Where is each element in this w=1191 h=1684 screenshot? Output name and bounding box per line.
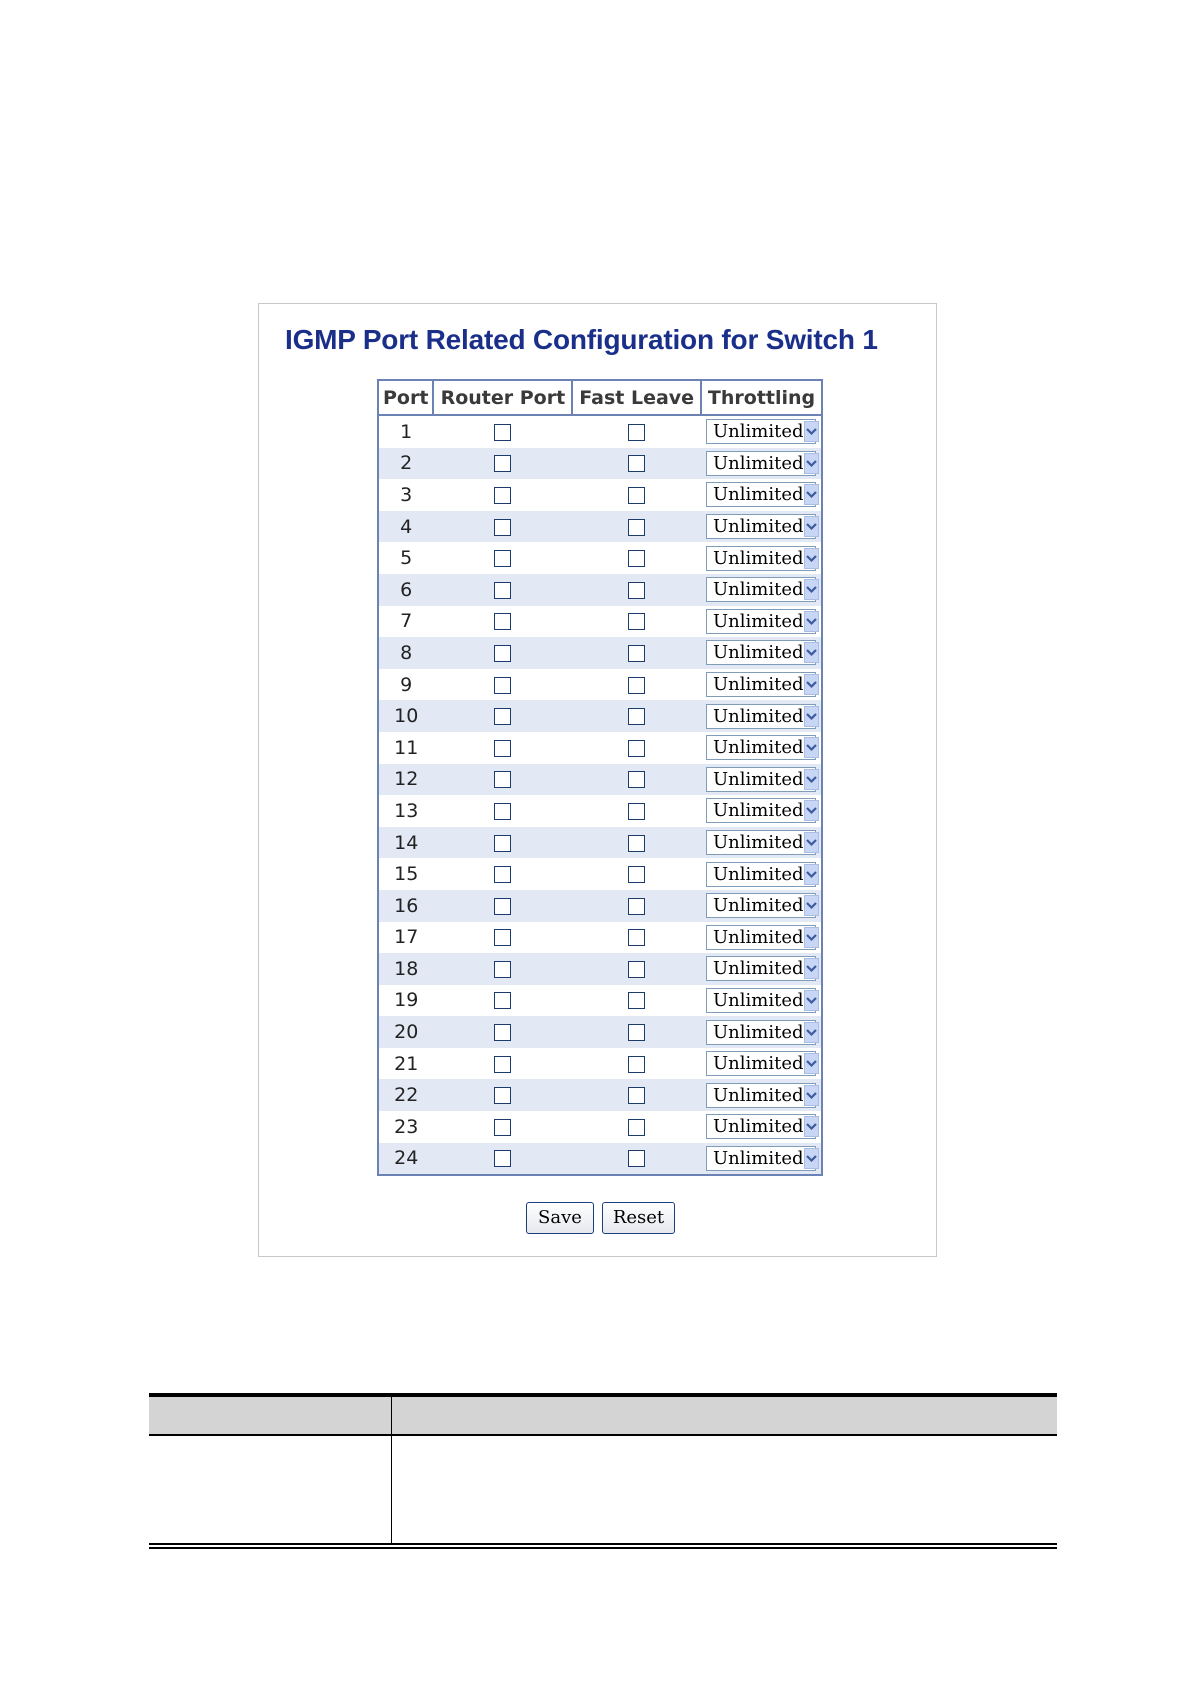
fast-leave-cell: [572, 1111, 701, 1143]
port-number: 17: [378, 922, 433, 954]
table-row: [378, 953, 822, 985]
throttling-select[interactable]: [706, 577, 816, 602]
throttling-value: Unlimited: [713, 421, 804, 443]
router-port-checkbox[interactable]: [494, 929, 511, 946]
router-port-checkbox[interactable]: [494, 771, 511, 788]
throttling-value: Unlimited: [713, 1021, 804, 1043]
port-number: 2: [378, 448, 433, 480]
throttling-value: Unlimited: [713, 579, 804, 601]
router-port-checkbox[interactable]: [494, 1150, 511, 1167]
table-row: [378, 732, 822, 764]
fast-leave-cell: [572, 1079, 701, 1111]
description-table: [149, 1393, 1057, 1547]
throttling-select[interactable]: [706, 767, 816, 792]
port-number: 3: [378, 479, 433, 511]
throttling-select[interactable]: [706, 798, 816, 823]
router-port-cell: [433, 1079, 572, 1111]
fast-leave-cell: [572, 732, 701, 764]
table-header-row: [378, 380, 822, 415]
table-row: [378, 1111, 822, 1143]
throttling-value: Unlimited: [713, 737, 804, 759]
port-number: 5: [378, 542, 433, 574]
port-number: 14: [378, 827, 433, 859]
port-number: 10: [378, 700, 433, 732]
router-port-checkbox[interactable]: [494, 1119, 511, 1136]
port-config-table: [377, 379, 823, 1176]
throttling-value: Unlimited: [713, 895, 804, 917]
router-port-checkbox[interactable]: [494, 582, 511, 599]
router-port-cell: [433, 732, 572, 764]
router-port-cell: [433, 606, 572, 638]
throttling-select[interactable]: [706, 735, 816, 760]
router-port-checkbox[interactable]: [494, 487, 511, 504]
port-number: 15: [378, 858, 433, 890]
fast-leave-cell: [572, 1048, 701, 1080]
router-port-cell: [433, 1143, 572, 1176]
fast-leave-cell: [572, 922, 701, 954]
throttling-select[interactable]: [706, 482, 816, 507]
fast-leave-checkbox[interactable]: [628, 550, 645, 567]
fast-leave-checkbox[interactable]: [628, 1024, 645, 1041]
fast-leave-cell: [572, 415, 701, 448]
table-row: [378, 1048, 822, 1080]
table-row: [378, 637, 822, 669]
table-body: [378, 415, 822, 1175]
table-bottom-rule: [149, 1543, 1057, 1545]
fast-leave-checkbox[interactable]: [628, 455, 645, 472]
chevron-down-icon[interactable]: [804, 1116, 819, 1137]
reset-button[interactable]: Reset: [602, 1202, 675, 1234]
fast-leave-checkbox[interactable]: [628, 677, 645, 694]
table-row: [378, 764, 822, 796]
fast-leave-checkbox[interactable]: [628, 740, 645, 757]
port-number: 21: [378, 1048, 433, 1080]
throttling-value: Unlimited: [713, 800, 804, 822]
throttling-cell: [701, 479, 822, 511]
router-port-checkbox[interactable]: [494, 708, 511, 725]
throttling-cell: [701, 985, 822, 1017]
column-divider: [391, 1397, 392, 1543]
fast-leave-checkbox[interactable]: [628, 1056, 645, 1073]
throttling-cell: [701, 764, 822, 796]
throttling-select[interactable]: [706, 1051, 816, 1076]
throttling-select[interactable]: [706, 451, 816, 476]
fast-leave-checkbox[interactable]: [628, 898, 645, 915]
throttling-value: Unlimited: [713, 674, 804, 696]
port-number: 24: [378, 1143, 433, 1176]
throttling-select[interactable]: [706, 862, 816, 887]
table-bottom-rule-double: [149, 1547, 1057, 1549]
table-row: [378, 669, 822, 701]
router-port-cell: [433, 858, 572, 890]
save-button[interactable]: Save: [526, 1202, 594, 1234]
table-row: [378, 415, 822, 448]
router-port-cell: [433, 795, 572, 827]
router-port-checkbox[interactable]: [494, 1056, 511, 1073]
fast-leave-cell: [572, 1016, 701, 1048]
router-port-cell: [433, 922, 572, 954]
router-port-checkbox[interactable]: [494, 961, 511, 978]
port-number: 19: [378, 985, 433, 1017]
throttling-value: Unlimited: [713, 610, 804, 632]
fast-leave-checkbox[interactable]: [628, 835, 645, 852]
throttling-select[interactable]: [706, 672, 816, 697]
throttling-select[interactable]: [706, 925, 816, 950]
router-port-checkbox[interactable]: [494, 740, 511, 757]
throttling-cell: [701, 448, 822, 480]
router-port-cell: [433, 1016, 572, 1048]
router-port-checkbox[interactable]: [494, 803, 511, 820]
throttling-cell: [701, 858, 822, 890]
chevron-down-icon[interactable]: [804, 1053, 819, 1074]
port-number: 7: [378, 606, 433, 638]
fast-leave-cell: [572, 637, 701, 669]
router-port-checkbox[interactable]: [494, 424, 511, 441]
description-table-header: [149, 1397, 1057, 1434]
port-number: 1: [378, 415, 433, 448]
throttling-select[interactable]: [706, 1146, 816, 1171]
router-port-checkbox[interactable]: [494, 613, 511, 630]
router-port-checkbox[interactable]: [494, 645, 511, 662]
throttling-value: Unlimited: [713, 1147, 804, 1169]
throttling-cell: [701, 922, 822, 954]
throttling-select[interactable]: [706, 609, 816, 634]
throttling-select[interactable]: [706, 893, 816, 918]
throttling-cell: [701, 795, 822, 827]
throttling-select[interactable]: [706, 956, 816, 981]
fast-leave-cell: [572, 606, 701, 638]
chevron-down-icon[interactable]: [804, 1085, 819, 1106]
throttling-value: Unlimited: [713, 642, 804, 664]
router-port-checkbox[interactable]: [494, 455, 511, 472]
column-header-router-port: Router Port: [433, 380, 572, 415]
throttling-select[interactable]: [706, 1083, 816, 1108]
port-number: 8: [378, 637, 433, 669]
router-port-checkbox[interactable]: [494, 519, 511, 536]
router-port-cell: [433, 985, 572, 1017]
page-title: IGMP Port Related Configuration for Switch 1: [285, 324, 878, 355]
router-port-cell: [433, 669, 572, 701]
throttling-value: Unlimited: [713, 547, 804, 569]
fast-leave-cell: [572, 574, 701, 606]
throttling-select[interactable]: [706, 514, 816, 539]
fast-leave-cell: [572, 542, 701, 574]
throttling-value: Unlimited: [713, 452, 804, 474]
router-port-cell: [433, 764, 572, 796]
table-row: [378, 574, 822, 606]
column-header-throttling: Throttling: [701, 380, 822, 415]
router-port-cell: [433, 700, 572, 732]
router-port-cell: [433, 890, 572, 922]
throttling-cell: [701, 890, 822, 922]
router-port-checkbox[interactable]: [494, 992, 511, 1009]
chevron-down-icon[interactable]: [804, 674, 819, 695]
fast-leave-checkbox[interactable]: [628, 1150, 645, 1167]
throttling-select[interactable]: [706, 419, 816, 444]
throttling-cell: [701, 953, 822, 985]
chevron-down-icon[interactable]: [804, 832, 819, 853]
router-port-checkbox[interactable]: [494, 835, 511, 852]
fast-leave-cell: [572, 795, 701, 827]
throttling-value: Unlimited: [713, 958, 804, 980]
fast-leave-cell: [572, 448, 701, 480]
throttling-cell: [701, 1048, 822, 1080]
fast-leave-cell: [572, 479, 701, 511]
fast-leave-cell: [572, 827, 701, 859]
router-port-cell: [433, 511, 572, 543]
table-row: [378, 606, 822, 638]
fast-leave-checkbox[interactable]: [628, 929, 645, 946]
port-number: 18: [378, 953, 433, 985]
chevron-down-icon[interactable]: [804, 579, 819, 600]
throttling-select[interactable]: [706, 830, 816, 855]
port-number: 9: [378, 669, 433, 701]
router-port-checkbox[interactable]: [494, 898, 511, 915]
chevron-down-icon[interactable]: [804, 1022, 819, 1043]
table-row: [378, 922, 822, 954]
chevron-down-icon[interactable]: [804, 548, 819, 569]
throttling-cell: [701, 732, 822, 764]
fast-leave-checkbox[interactable]: [628, 708, 645, 725]
fast-leave-checkbox[interactable]: [628, 613, 645, 630]
fast-leave-checkbox[interactable]: [628, 961, 645, 978]
throttling-value: Unlimited: [713, 863, 804, 885]
chevron-down-icon[interactable]: [804, 706, 819, 727]
chevron-down-icon[interactable]: [804, 769, 819, 790]
fast-leave-cell: [572, 985, 701, 1017]
throttling-value: Unlimited: [713, 989, 804, 1011]
chevron-down-icon[interactable]: [804, 642, 819, 663]
chevron-down-icon[interactable]: [804, 927, 819, 948]
fast-leave-checkbox[interactable]: [628, 803, 645, 820]
fast-leave-cell: [572, 858, 701, 890]
column-header-port: Port: [378, 380, 433, 415]
port-number: 16: [378, 890, 433, 922]
fast-leave-cell: [572, 764, 701, 796]
throttling-value: Unlimited: [713, 768, 804, 790]
port-number: 13: [378, 795, 433, 827]
router-port-cell: [433, 542, 572, 574]
router-port-checkbox[interactable]: [494, 1024, 511, 1041]
port-number: 23: [378, 1111, 433, 1143]
router-port-cell: [433, 448, 572, 480]
throttling-cell: [701, 606, 822, 638]
router-port-cell: [433, 479, 572, 511]
throttling-cell: [701, 827, 822, 859]
throttling-value: Unlimited: [713, 832, 804, 854]
table-row: [378, 1079, 822, 1111]
chevron-down-icon[interactable]: [804, 864, 819, 885]
throttling-cell: [701, 1143, 822, 1176]
throttling-select[interactable]: [706, 704, 816, 729]
fast-leave-cell: [572, 890, 701, 922]
chevron-down-icon[interactable]: [804, 453, 819, 474]
router-port-cell: [433, 1111, 572, 1143]
chevron-down-icon[interactable]: [804, 484, 819, 505]
port-number: 11: [378, 732, 433, 764]
table-row: [378, 985, 822, 1017]
config-panel: [258, 303, 937, 1257]
throttling-cell: [701, 1079, 822, 1111]
table-row: [378, 795, 822, 827]
chevron-down-icon[interactable]: [804, 990, 819, 1011]
router-port-cell: [433, 574, 572, 606]
router-port-checkbox[interactable]: [494, 1087, 511, 1104]
fast-leave-checkbox[interactable]: [628, 424, 645, 441]
table-row: [378, 827, 822, 859]
chevron-down-icon[interactable]: [804, 516, 819, 537]
port-number: 4: [378, 511, 433, 543]
throttling-select[interactable]: [706, 1020, 816, 1045]
throttling-cell: [701, 511, 822, 543]
chevron-down-icon[interactable]: [804, 1148, 819, 1169]
port-number: 20: [378, 1016, 433, 1048]
table-row: [378, 858, 822, 890]
throttling-cell: [701, 1016, 822, 1048]
router-port-cell: [433, 415, 572, 448]
throttling-cell: [701, 669, 822, 701]
throttling-value: Unlimited: [713, 1116, 804, 1138]
table-row: [378, 700, 822, 732]
chevron-down-icon[interactable]: [804, 958, 819, 979]
router-port-checkbox[interactable]: [494, 550, 511, 567]
table-row: [378, 1016, 822, 1048]
fast-leave-cell: [572, 669, 701, 701]
chevron-down-icon[interactable]: [804, 800, 819, 821]
header-rule: [149, 1434, 1057, 1436]
fast-leave-checkbox[interactable]: [628, 582, 645, 599]
chevron-down-icon[interactable]: [804, 895, 819, 916]
router-port-cell: [433, 637, 572, 669]
throttling-value: Unlimited: [713, 1053, 804, 1075]
throttling-cell: [701, 637, 822, 669]
throttling-select[interactable]: [706, 988, 816, 1013]
throttling-cell: [701, 1111, 822, 1143]
fast-leave-cell: [572, 953, 701, 985]
throttling-select[interactable]: [706, 546, 816, 571]
fast-leave-checkbox[interactable]: [628, 487, 645, 504]
fast-leave-checkbox[interactable]: [628, 771, 645, 788]
table-row: [378, 448, 822, 480]
fast-leave-checkbox[interactable]: [628, 1087, 645, 1104]
fast-leave-checkbox[interactable]: [628, 519, 645, 536]
chevron-down-icon[interactable]: [804, 421, 819, 442]
throttling-value: Unlimited: [713, 484, 804, 506]
router-port-cell: [433, 1048, 572, 1080]
throttling-select[interactable]: [706, 640, 816, 665]
router-port-checkbox[interactable]: [494, 866, 511, 883]
fast-leave-checkbox[interactable]: [628, 866, 645, 883]
throttling-value: Unlimited: [713, 516, 804, 538]
button-bar: [526, 1202, 675, 1234]
router-port-checkbox[interactable]: [494, 677, 511, 694]
throttling-cell: [701, 700, 822, 732]
throttling-value: Unlimited: [713, 1084, 804, 1106]
chevron-down-icon[interactable]: [804, 611, 819, 632]
port-number: 6: [378, 574, 433, 606]
table-row: [378, 511, 822, 543]
throttling-value: Unlimited: [713, 705, 804, 727]
fast-leave-checkbox[interactable]: [628, 1119, 645, 1136]
port-number: 22: [378, 1079, 433, 1111]
throttling-cell: [701, 415, 822, 448]
chevron-down-icon[interactable]: [804, 737, 819, 758]
table-row: [378, 542, 822, 574]
fast-leave-cell: [572, 511, 701, 543]
column-header-fast-leave: Fast Leave: [572, 380, 701, 415]
fast-leave-checkbox[interactable]: [628, 992, 645, 1009]
throttling-value: Unlimited: [713, 926, 804, 948]
fast-leave-cell: [572, 1143, 701, 1176]
table-row: [378, 890, 822, 922]
fast-leave-cell: [572, 700, 701, 732]
router-port-cell: [433, 953, 572, 985]
throttling-cell: [701, 574, 822, 606]
table-row: [378, 1143, 822, 1176]
fast-leave-checkbox[interactable]: [628, 645, 645, 662]
throttling-select[interactable]: [706, 1114, 816, 1139]
port-number: 12: [378, 764, 433, 796]
throttling-cell: [701, 542, 822, 574]
router-port-cell: [433, 827, 572, 859]
table-row: [378, 479, 822, 511]
